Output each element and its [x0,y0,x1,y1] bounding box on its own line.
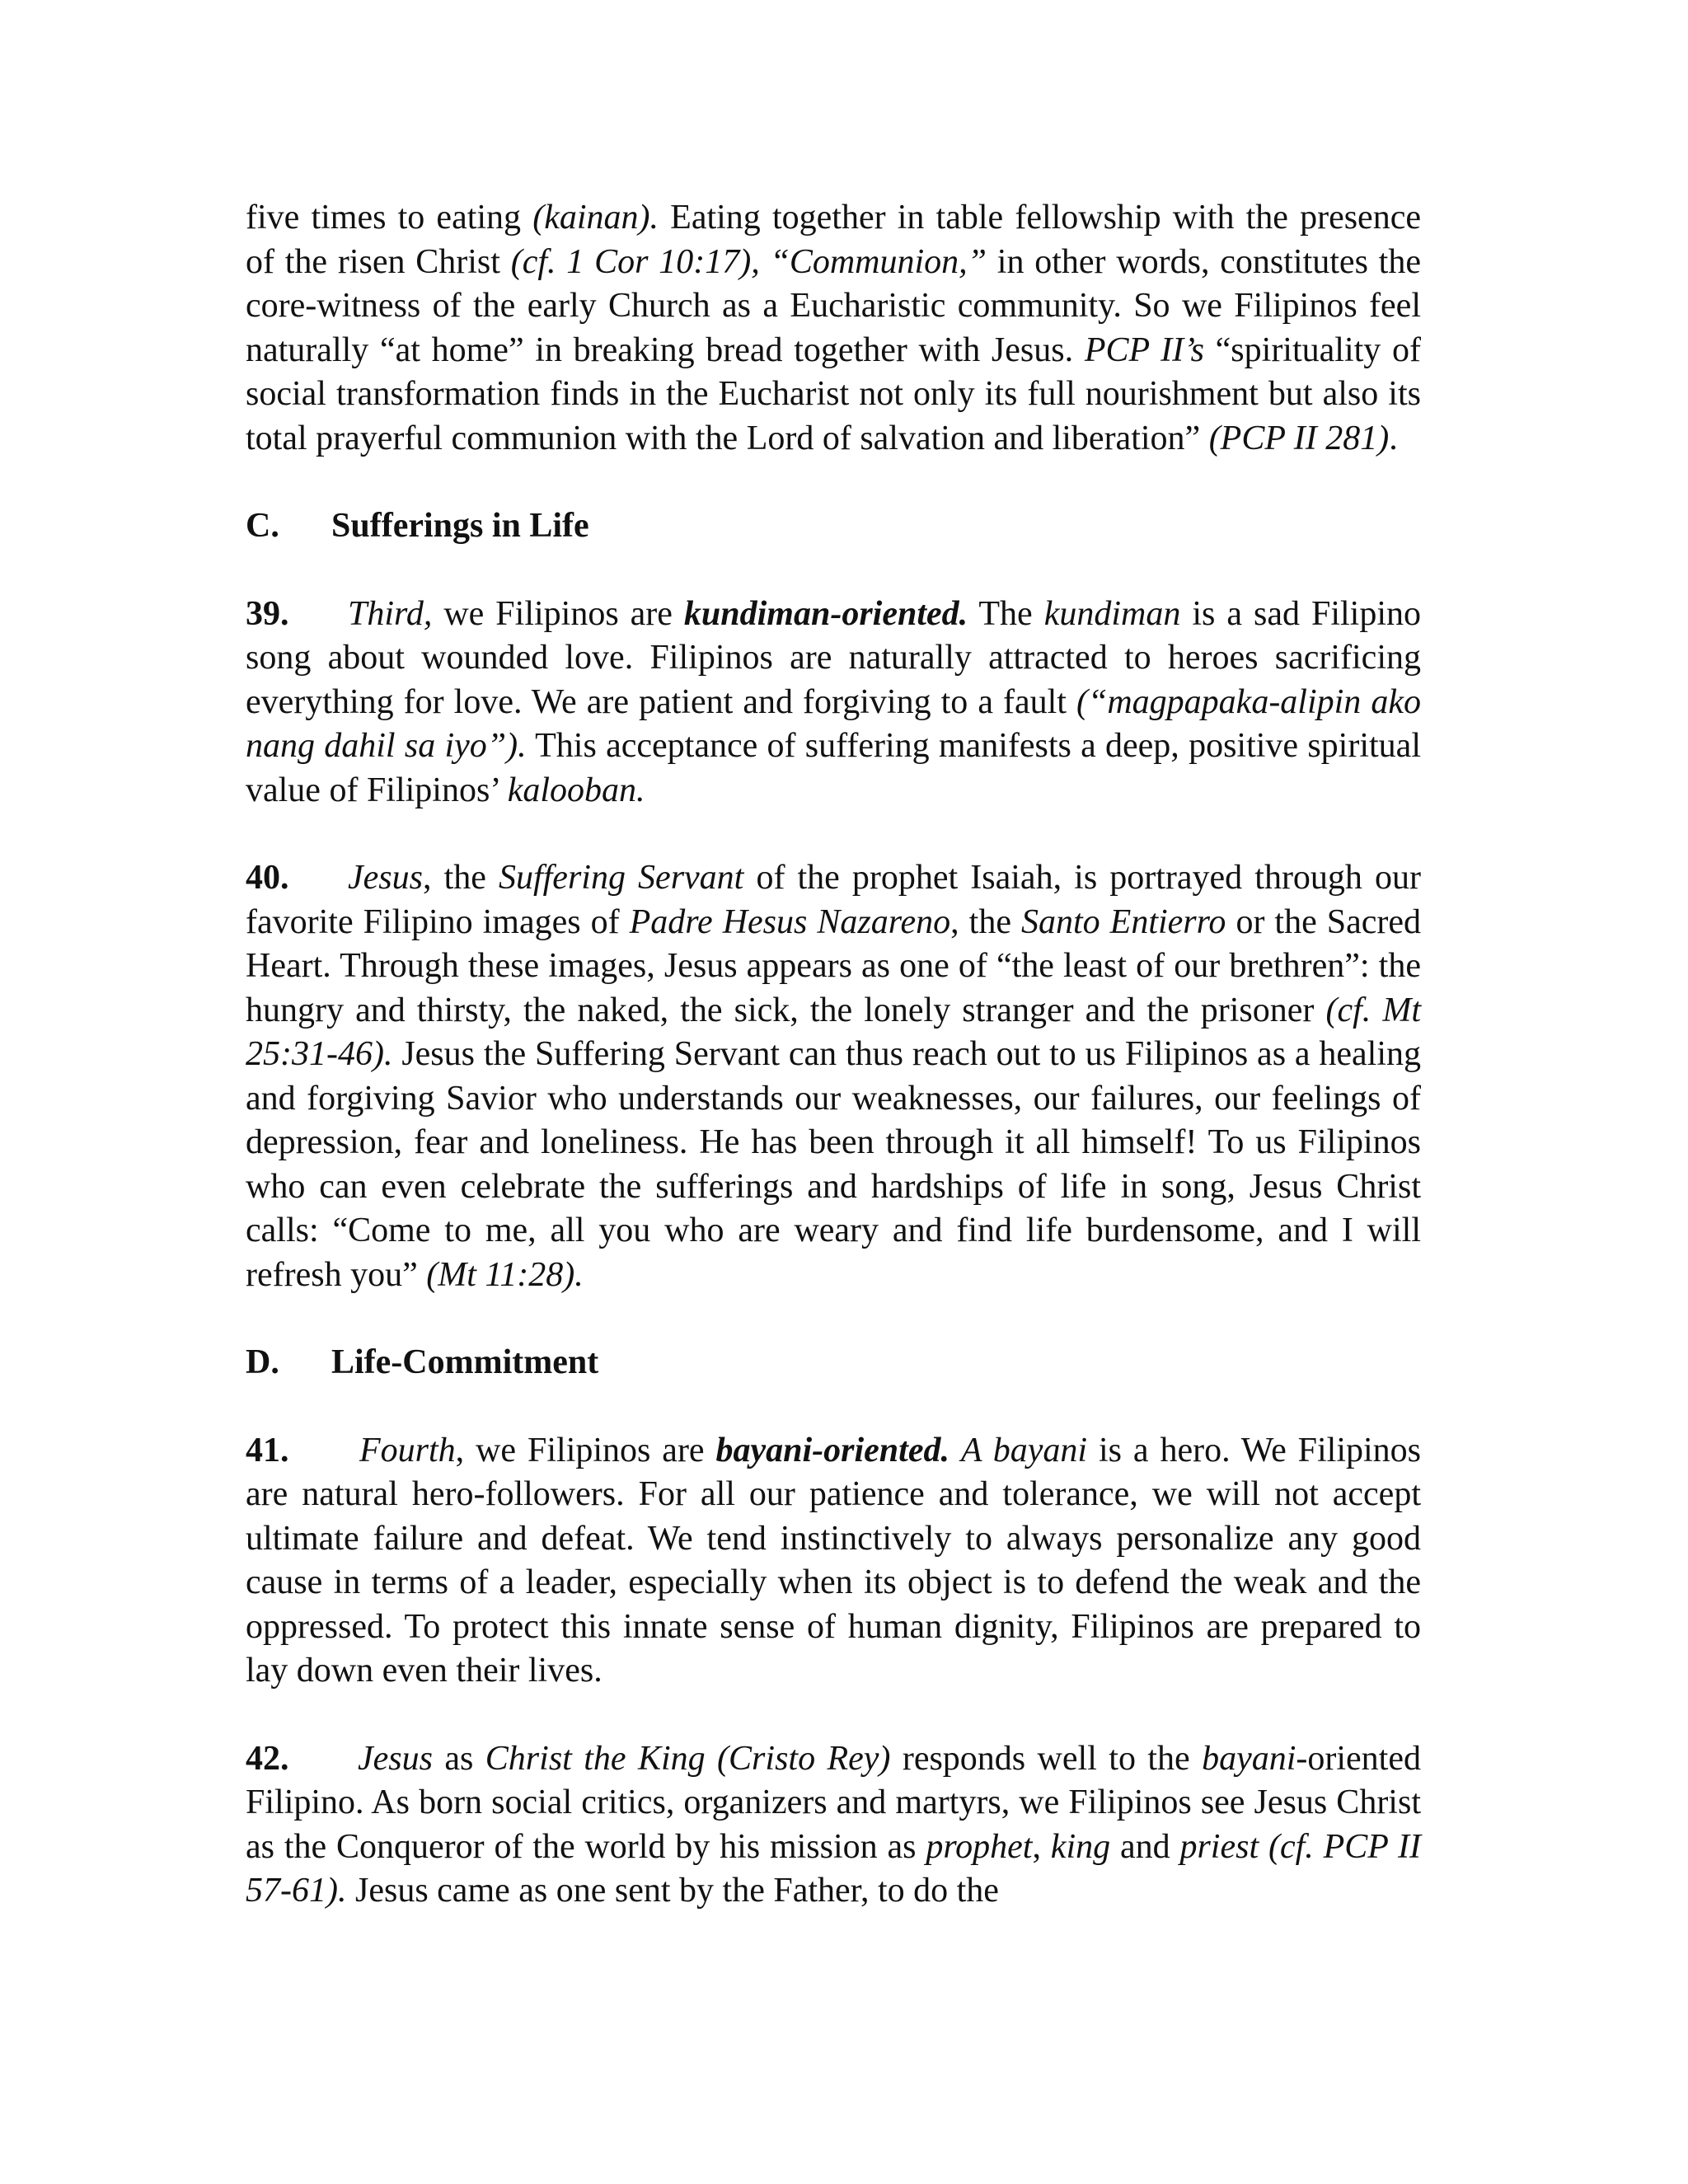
text-run: , [1032,1827,1051,1866]
text-run: , the [422,859,499,897]
text-run: Jesus the Suffering Servant can thus reach out to us Filipinos as a healing and forgiving Savior who understands our weaknesses, our failures, our feelings of depression, fear and loneliness. He has been through it all himself! To us Filipinos who can even celebrate the sufferings and hardships of life in song, Jesus Christ calls: “Come to me, all you who are weary and find life burdensome, and I will refresh you” [246,1035,1421,1294]
paragraph-42 [246,1737,1421,1914]
text-run: responds well to the [890,1739,1203,1778]
italic-run: kalooban. [507,771,645,809]
text-run: as [432,1739,485,1778]
section-title: Life-Commitment [331,1343,599,1381]
paragraph-number: 41. [246,1431,289,1469]
italic-run: Suffering Servant [498,859,744,897]
text-run: is a hero. We Filipinos are natural hero-followers. For all our patience and tolerance, we will not accept ultimate failure and defeat. We tend instinctively to always personalize any good cause in terms of a leader, especially when its object is to defend the weak and the oppressed. To protect this innate sense of human dignity, Filipinos are prepared to lay down even their lives. [246,1431,1422,1690]
italic-run: Christ the King (Cristo Rey) [485,1739,891,1778]
italic-run: (kainan). [532,199,659,237]
text-run: Eating together in table fellowship with the presence of the risen Christ [246,199,1421,281]
citation: (Mt 11:28). [426,1255,584,1294]
italic-run: prophet [926,1827,1033,1866]
text-run: and [1110,1827,1180,1866]
italic-run: Jesus [358,1739,433,1778]
text-run: This acceptance of suffering manifests a deep, positive spiritual value of Filipinos’ [246,727,1421,809]
italic-run: Jesus [348,859,423,897]
text-run: five times to eating [246,199,533,237]
text-run: , the [950,902,1021,941]
italic-run: (“magpapaka-alipin ako nang dahil sa iyo”). [246,682,1421,765]
document-page [246,196,1421,1914]
paragraph-number: 42. [246,1739,289,1778]
paragraph-39 [246,593,1421,813]
text-run: we Filipinos are [432,594,684,633]
paragraph-40 [246,856,1421,1297]
section-heading-c [246,504,1421,549]
text-run: The [968,594,1044,633]
italic-run: bayani [1202,1739,1296,1778]
text-run: Jesus came as one sent by the Father, to do the [346,1872,999,1910]
key-term: bayani-oriented. [715,1431,950,1469]
paragraph-41 [246,1429,1421,1694]
paragraph-number: 40. [246,859,289,897]
section-letter: D. [246,1343,279,1381]
paragraph-number: 39. [246,594,289,633]
section-letter: C. [246,507,279,545]
section-heading-d [246,1341,1421,1385]
section-title: Sufferings in Life [331,507,589,545]
italic-run: Santo Entierro [1020,902,1226,941]
italic-run: Padre Hesus Nazareno [629,902,951,941]
citation: (cf. Mt 25:31-46). [246,991,1422,1073]
citation: priest (cf. PCP II 57-61). [246,1827,1421,1910]
italic-run: Third, [348,594,433,633]
key-term: kundiman-oriented. [683,594,968,633]
italic-run: PCP II’s [1084,330,1204,369]
text-run: or the Sacred Heart. Through these images, Jesus appears as one of “the least of our brethren”: the hungry and thirsty, the naked, the sick, the lonely stranger and the prisoner [246,902,1422,1029]
italic-run: A bayani [960,1431,1088,1469]
citation: (cf. 1 Cor 10:17), “Communion,” [510,242,987,281]
text-run: “spirituality of social transformation finds in the Eucharist not only its full nourishment but also its total prayerful communion with the Lord of salvation and liberation” [246,330,1421,457]
text-run: , we Filipinos are [455,1431,716,1469]
citation: (PCP II 281) [1208,419,1390,457]
text-run [950,1432,961,1469]
italic-run: Fourth [359,1431,456,1469]
italic-run: kundiman [1043,594,1181,633]
text-run: -oriented Filipino. As born social critics, organizers and martyrs, we Filipinos see Jesus Christ as the Conqueror of the world by his mission as [246,1739,1421,1866]
text-run: . [1389,419,1398,457]
text-run: of the prophet Isaiah, is portrayed through our favorite Filipino images of [246,859,1421,941]
text-run: is a sad Filipino song about wounded love. Filipinos are naturally attracted to heroes sacrificing everything for love. We are patient and forgiving to a fault [246,594,1421,721]
italic-run: king [1050,1827,1111,1866]
intro-paragraph [246,196,1421,461]
text-run: in other words, constitutes the core-witness of the early Church as a Eucharistic community. So we Filipinos feel naturally “at home” in breaking bread together with Jesus. [246,242,1421,369]
